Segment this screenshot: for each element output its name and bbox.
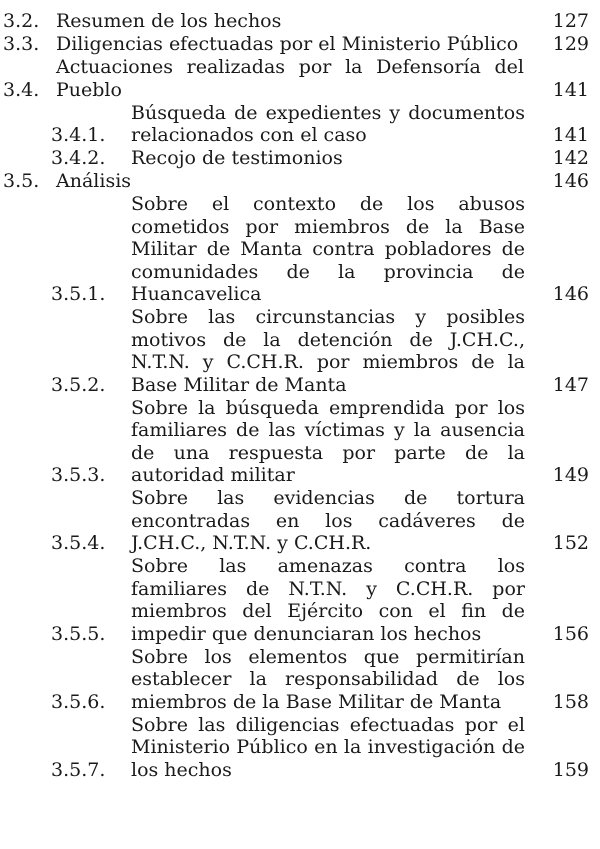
section-number: 3.3. [3,33,40,55]
section-number: 3.2. [3,10,40,32]
toc-entry [0,10,600,33]
section-number: 3.5.4. [51,532,106,554]
section-title: Actuaciones realizadas por la Defensoría del Pueblo [56,56,524,101]
section-title: Sobre los elementos que permitirían establecer la responsabilidad de los miembros de la Base Militar de Manta [131,645,525,713]
page-number: 141 [552,78,589,101]
toc-entry [0,170,600,193]
section-title: Sobre las diligencias efectuadas por el Ministerio Público en la investigación de los hechos [131,713,525,781]
toc-entry [0,56,600,101]
section-number: 3.5.2. [51,373,106,396]
section-number: 3.5.1. [51,283,106,305]
page-number: 146 [552,170,589,192]
section-title: Sobre el contexto de los abusos cometidos por miembros de la Base Militar de Manta contra pobladores de comunidades de la provincia de Huancavelica [131,193,525,305]
section-title: Búsqueda de expedientes y documentos relacionados con el caso [131,101,525,146]
section-title: Sobre las amenazas contra los familiares de N.T.N. y C.CH.R. por miembros del Ejército con el fin de impedir que denunciaran los hechos [131,555,525,645]
section-number: 3.5.5. [51,622,106,645]
toc-entry [0,102,600,147]
toc-entry [0,555,600,645]
toc-entry [0,147,600,170]
section-number: 3.5.3. [51,464,106,486]
section-number: 3.5.6. [51,690,106,713]
section-title: Diligencias efectuadas por el Ministerio Público [56,33,519,55]
section-number: 3.5.7. [51,758,106,781]
toc-entry [0,646,600,714]
page-number: 146 [552,283,589,305]
page-number: 147 [552,373,589,396]
section-number: 3.5. [3,170,40,192]
page-number: 156 [552,622,589,645]
page-number: 158 [552,690,589,713]
section-title: Sobre las evidencias de tortura encontradas en los cadáveres de J.CH.C., N.T.N. y C.CH.R. [131,487,525,554]
section-number: 3.4. [3,78,40,101]
section-title: Sobre las circunstancias y posibles motivos de la detención de J.CH.C., N.T.N. y C.CH.R. por miembros de la Base Militar de Manta [131,306,525,396]
toc-entry [0,397,600,487]
section-title: Recojo de testimonios [131,147,343,169]
page-number: 159 [552,758,589,781]
section-title: Resumen de los hechos [56,10,282,32]
page-number: 141 [552,124,589,146]
toc-entry [0,193,600,306]
section-number: 3.4.1. [51,124,106,146]
section-number: 3.4.2. [51,147,106,169]
page-number: 127 [552,10,589,32]
toc-entry [0,306,600,396]
page-number: 129 [552,33,589,55]
toc-entry [0,487,600,555]
page-number: 149 [552,464,589,486]
toc-entry [0,33,600,56]
section-title: Análisis [56,170,132,192]
page-number: 152 [552,532,589,554]
toc-entry [0,714,600,782]
page-number: 142 [552,147,589,169]
section-title: Sobre la búsqueda emprendida por los familiares de las víctimas y la ausencia de una respuesta por parte de la autoridad militar [131,396,525,486]
